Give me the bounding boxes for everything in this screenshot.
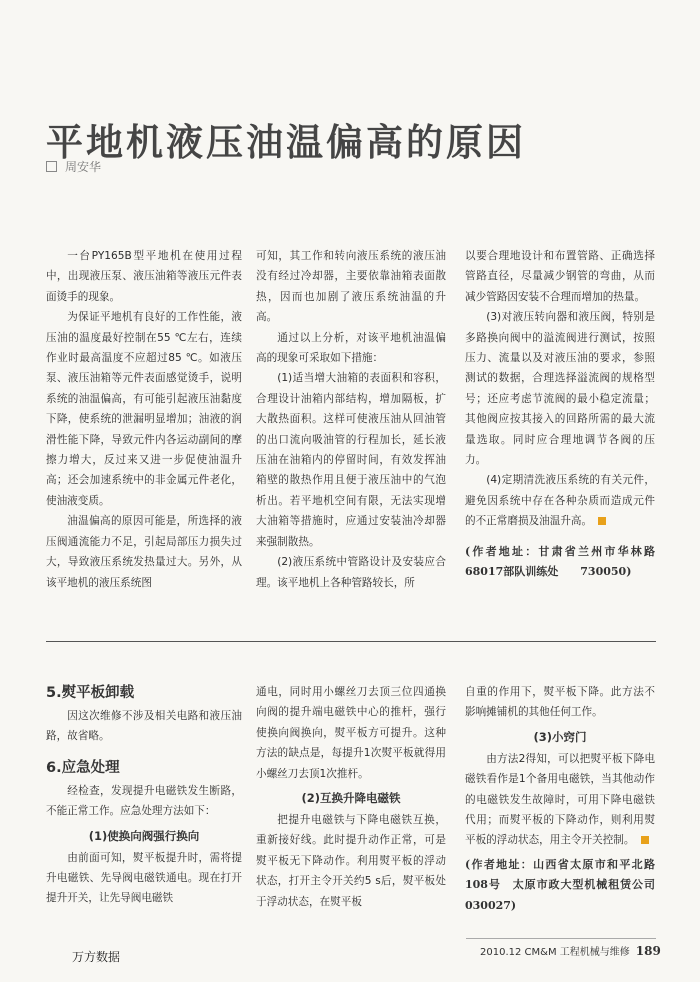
author-address: (作者地址：山西省太原市和平北路108号 太原市政大型机械租赁公司030027): [465, 857, 655, 912]
paragraph: 由前面可知，熨平板提升时，需将提升电磁铁、先导阀电磁铁通电。现在打开提升开关，让先导阀电磁铁: [46, 851, 242, 905]
section-divider: [46, 641, 656, 642]
subheading-1: (1)使换向阀强行换向: [88, 828, 200, 843]
subheading-2: (2)互换升降电磁铁: [301, 791, 401, 806]
paragraph: (1)适当增大油箱的表面积和容积，合理设计油箱内部结构，增加隔板，扩大散热面积。这样可使液压油从回油管的出口流向吸油管的行程加长，延长液压油在油箱内的停留时间，有效发挥油箱壁的散热作用且便于液压油中的气泡析出。若平地机空间有限，无法实现增大油箱等措施时，应通过安装油冷却器来强制散热。: [256, 372, 446, 548]
paragraph: [465, 470, 655, 531]
paragraph: 通过以上分析，对该平地机油温偏高的现象可采取如下措施：: [256, 331, 446, 365]
paragraph: (3)对液压转向器和液压阀，特别是多路换向阀中的溢流阀进行测试，按照压力、流量以及对液压油的要求，参照测试的数据，合理选择溢流阀的规格型号；还应考虑节流阀的最小稳定流量；其他阀应按其接入的回路所需的最大流量选取。同时应合理地调节各阀的压力。: [465, 311, 655, 467]
paragraph: 经检查，发现提升电磁铁发生断路，不能正常工作。应急处理方法如下：: [46, 784, 242, 818]
section-heading-5: 5.熨平板卸载: [46, 685, 135, 701]
paragraph: 一台PY165B型平地机在使用过程中，出现液压泵、液压油箱等液压元件表面烫手的现象。: [46, 250, 242, 303]
author-line: [46, 158, 101, 175]
article-column-2: [256, 246, 446, 593]
article-column-3: [465, 246, 655, 583]
author-address: (作者地址：甘肃省兰州市华林路68017部队训练处 730050): [465, 544, 655, 579]
paragraph: 因这次维修不涉及相关电路和液压油路，故省略。: [46, 710, 242, 743]
author-name: 周安华: [65, 160, 102, 174]
subheading-3: (3)小窍门: [533, 729, 587, 744]
paragraph: 为保证平地机有良好的工作性能，液压油的温度最好控制在55 ℃左右，连续作业时最高温度不应超过85 ℃。如液压泵、液压油箱等元件表面感觉烫手，说明系统的油温偏高，有可能引起液压油黏度下降，使系统的泄漏明显增加；油液的润滑性能下降，导致元件内各运动副间的摩擦力增大，反过来又进一步促使油温升高；还会加速系统中的非金属元件老化，使油液变质。: [46, 311, 242, 507]
paragraph: 把提升电磁铁与下降电磁铁互换，重新接好线。此时提升动作正常，可是熨平板无下降动作。利用熨平板的浮动状态，打开主令开关约5 s后，熨平板处于浮动状态，在熨平板: [256, 814, 446, 908]
bottom-column-1: [46, 682, 242, 909]
watermark-brand: 万方数据: [72, 950, 121, 964]
article-column-1: [46, 246, 242, 593]
paragraph: 可知，其工作和转向液压系统的液压油没有经过冷却器，主要依靠油箱表面散热，因而也加剧了液压系统油温的升高。: [256, 250, 446, 324]
paragraph-text: (4)定期清洗液压系统的有关元件，避免因系统中存在各种杂质而造成元件的不正常磨损及油温升高。: [465, 474, 655, 528]
footer-divider: [466, 938, 656, 939]
article-title: 平地机液压油温偏高的原因: [46, 121, 526, 164]
paragraph: 以要合理地设计和布置管路、正确选择管路直径，尽量减少钢管的弯曲，从而减少管路因安装不合理而增加的热量。: [465, 250, 655, 303]
paragraph-text: 由方法2得知，可以把熨平板下降电磁铁看作是1个备用电磁铁，当其他动作的电磁铁发生故障时，可用下降电磁铁代用；而熨平板的下降动作，则利用熨平板的浮动状态，用主令开关控制。: [465, 752, 655, 847]
paragraph: (2)液压系统中管路设计及安装应合理。该平地机上各种管路较长，所: [256, 556, 446, 589]
paragraph: [465, 749, 655, 851]
page-footer: [480, 943, 661, 958]
end-mark-icon: [598, 517, 606, 525]
square-icon: [46, 161, 57, 172]
section-heading-6: 6.应急处理: [46, 759, 120, 776]
bottom-column-2: [256, 682, 446, 912]
paragraph: 油温偏高的原因可能是，所选择的液压阀通流能力不足，引起局部压力损失过大，导致液压系统发热量过大。另外，从该平地机的液压系统图: [46, 515, 242, 589]
bottom-column-3: [465, 682, 655, 916]
end-mark-icon: [641, 836, 649, 844]
issue-label: 2010.12 CM&M 工程机械与维修: [480, 947, 630, 958]
paragraph: 通电，同时用小螺丝刀去顶三位四通换向阀的提升端电磁铁中心的推杆，强行使换向阀换向，熨平板方可提升。这种方法的缺点是，每提升1次熨平板就得用小螺丝刀去顶1次推杆。: [256, 686, 446, 780]
page-number: 189: [635, 944, 661, 958]
paragraph: 自重的作用下，熨平板下降。此方法不影响摊铺机的其他任何工作。: [465, 686, 655, 719]
